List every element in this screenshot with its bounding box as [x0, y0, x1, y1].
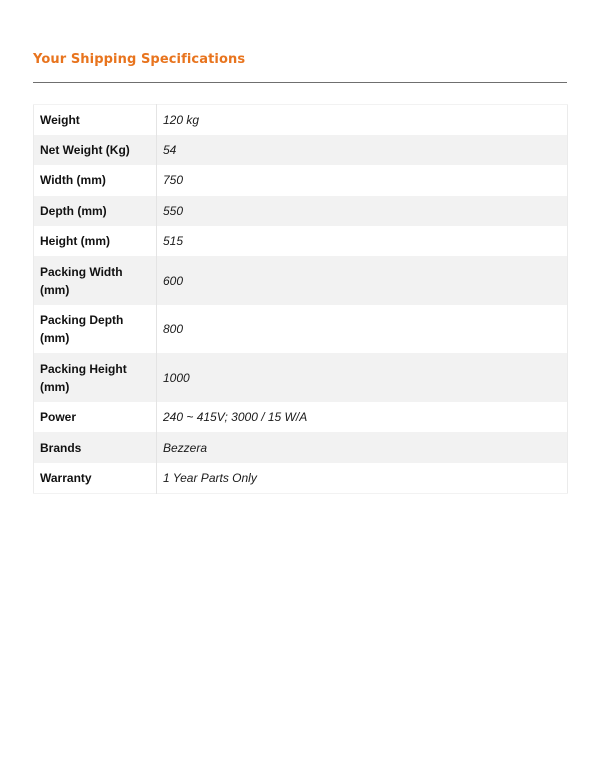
spec-value: Bezzera — [163, 440, 208, 455]
spec-row-power — [34, 402, 568, 432]
spec-row-weight — [34, 105, 568, 135]
spec-value: 600 — [163, 273, 184, 288]
shipping-specs-table — [33, 104, 568, 494]
spec-row-packing-depth — [34, 305, 568, 354]
spec-label: Packing Depth (mm) — [34, 305, 157, 354]
spec-label: Packing Height (mm) — [34, 353, 157, 402]
spec-row-brands — [34, 432, 568, 462]
spec-row-depth — [34, 196, 568, 226]
spec-row-width — [34, 165, 568, 195]
spec-row-packing-height — [34, 353, 568, 402]
spec-label: Height (mm) — [34, 226, 157, 256]
spec-label: Depth (mm) — [34, 196, 157, 226]
spec-label: Brands — [34, 432, 157, 462]
spec-value: 1 Year Parts Only — [163, 470, 257, 485]
spec-label: Net Weight (Kg) — [34, 135, 157, 165]
spec-value: 54 — [163, 143, 177, 158]
heading-divider — [33, 82, 567, 83]
spec-row-packing-width — [34, 256, 568, 305]
spec-value: 550 — [163, 203, 184, 218]
spec-label: Width (mm) — [34, 165, 157, 195]
spec-value: 800 — [163, 322, 184, 337]
spec-value: 240 ~ 415V; 3000 / 15 W/A — [163, 410, 308, 425]
spec-value: 120 kg — [163, 112, 200, 127]
spec-value: 750 — [163, 173, 184, 188]
spec-label: Power — [34, 402, 157, 432]
spec-value: 1000 — [163, 370, 190, 385]
spec-label: Packing Width (mm) — [34, 256, 157, 305]
spec-row-warranty — [34, 463, 568, 493]
spec-label: Warranty — [34, 463, 157, 493]
spec-label: Weight — [34, 105, 157, 135]
spec-row-net-weight — [34, 135, 568, 165]
spec-value: 515 — [163, 234, 184, 249]
spec-row-height — [34, 226, 568, 256]
section-heading: Your Shipping Specifications — [33, 52, 246, 67]
